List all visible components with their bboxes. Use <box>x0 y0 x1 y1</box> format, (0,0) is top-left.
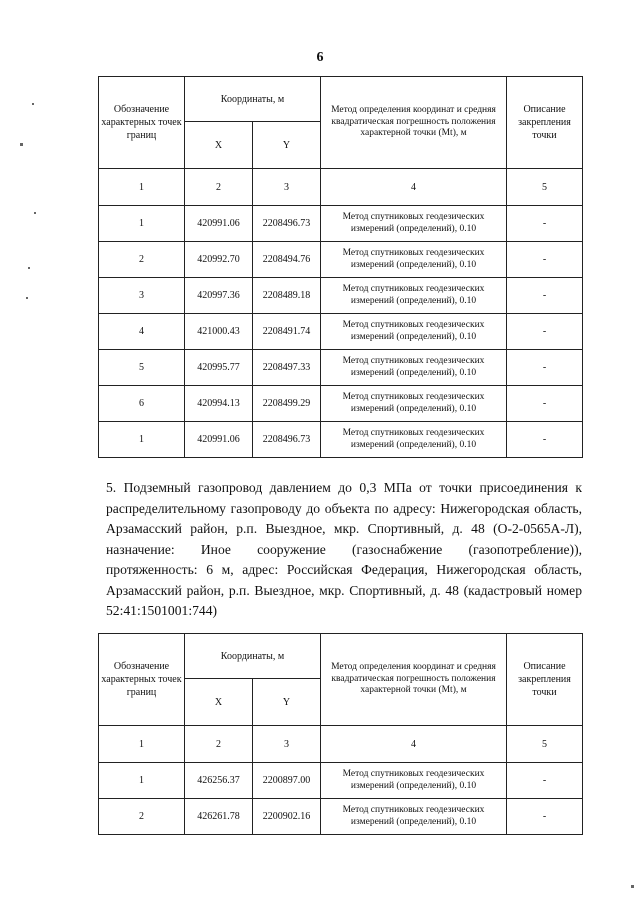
coordinates-table-2 <box>98 633 583 835</box>
table-row <box>99 278 583 314</box>
x-cell: 426261.78 <box>185 799 253 835</box>
x-cell: 420991.06 <box>185 206 253 242</box>
y-cell: 2208489.18 <box>253 278 321 314</box>
y-cell: 2208496.73 <box>253 206 321 242</box>
column-number: 5 <box>507 726 583 763</box>
scan-mark <box>631 885 634 888</box>
scan-mark <box>26 297 28 299</box>
table-row <box>99 350 583 386</box>
method-cell: Метод спутниковых геодезических измерений (определений), 0.10 <box>321 278 507 314</box>
y-cell: 2208499.29 <box>253 386 321 422</box>
scan-mark <box>28 267 30 269</box>
table-column-numbers-row <box>99 169 583 206</box>
method-cell: Метод спутниковых геодезических измерений (определений), 0.10 <box>321 350 507 386</box>
coordinates-table-1 <box>98 76 583 458</box>
method-cell: Метод спутниковых геодезических измерений (определений), 0.10 <box>321 799 507 835</box>
table-row <box>99 314 583 350</box>
table-row <box>99 242 583 278</box>
header-method: Метод определения координат и средняя квадратическая погрешность положения характерной точки (Mt), м <box>321 77 507 169</box>
page-number: 6 <box>316 50 324 65</box>
table-column-numbers-row <box>99 726 583 763</box>
point-cell: 5 <box>99 350 185 386</box>
column-number: 2 <box>185 169 253 206</box>
table-header-row <box>99 77 583 122</box>
description-cell: - <box>507 350 583 386</box>
point-cell: 6 <box>99 386 185 422</box>
x-cell: 420997.36 <box>185 278 253 314</box>
table-row <box>99 422 583 458</box>
column-number: 1 <box>99 169 185 206</box>
header-method: Метод определения координат и средняя квадратическая погрешность положения характерной точки (Mt), м <box>321 634 507 726</box>
column-number: 3 <box>253 169 321 206</box>
table-row <box>99 763 583 799</box>
column-number: 3 <box>253 726 321 763</box>
header-description: Описание закрепления точки <box>507 634 583 726</box>
description-cell: - <box>507 799 583 835</box>
description-cell: - <box>507 206 583 242</box>
method-cell: Метод спутниковых геодезических измерений (определений), 0.10 <box>321 242 507 278</box>
method-cell: Метод спутниковых геодезических измерений (определений), 0.10 <box>321 422 507 458</box>
column-number: 2 <box>185 726 253 763</box>
x-cell: 420991.06 <box>185 422 253 458</box>
x-cell: 421000.43 <box>185 314 253 350</box>
point-cell: 1 <box>99 422 185 458</box>
header-designation: Обозначение характерных точек границ <box>99 634 185 726</box>
table-row <box>99 386 583 422</box>
method-cell: Метод спутниковых геодезических измерений (определений), 0.10 <box>321 206 507 242</box>
header-y: Y <box>253 679 321 726</box>
description-cell: - <box>507 422 583 458</box>
header-designation: Обозначение характерных точек границ <box>99 77 185 169</box>
y-cell: 2208494.76 <box>253 242 321 278</box>
method-cell: Метод спутниковых геодезических измерений (определений), 0.10 <box>321 314 507 350</box>
table-row <box>99 799 583 835</box>
header-description: Описание закрепления точки <box>507 77 583 169</box>
point-cell: 3 <box>99 278 185 314</box>
column-number: 1 <box>99 726 185 763</box>
column-number: 4 <box>321 169 507 206</box>
y-cell: 2208497.33 <box>253 350 321 386</box>
description-cell: - <box>507 763 583 799</box>
header-coordinates: Координаты, м <box>185 77 321 122</box>
method-cell: Метод спутниковых геодезических измерений (определений), 0.10 <box>321 763 507 799</box>
description-cell: - <box>507 314 583 350</box>
x-cell: 420995.77 <box>185 350 253 386</box>
description-cell: - <box>507 386 583 422</box>
header-x: X <box>185 122 253 169</box>
point-cell: 2 <box>99 242 185 278</box>
point-cell: 1 <box>99 206 185 242</box>
method-cell: Метод спутниковых геодезических измерений (определений), 0.10 <box>321 386 507 422</box>
x-cell: 426256.37 <box>185 763 253 799</box>
header-y: Y <box>253 122 321 169</box>
y-cell: 2208496.73 <box>253 422 321 458</box>
x-cell: 420992.70 <box>185 242 253 278</box>
y-cell: 2200902.16 <box>253 799 321 835</box>
point-cell: 2 <box>99 799 185 835</box>
scan-mark <box>34 212 36 214</box>
table-header-row <box>99 634 583 679</box>
header-x: X <box>185 679 253 726</box>
scan-mark <box>32 103 34 105</box>
point-cell: 4 <box>99 314 185 350</box>
object-description-paragraph: 5. Подземный газопровод давлением до 0,3 МПа от точки присоединения к распределительному газопроводу до объекта по адресу: Нижегородская область, Арзамасский район, р.п. Выездное, мкр. Спортивный, д. 48 (О-2-0565А-Л), назначение: Иное сооружение (газоснабжение (газопотребление)), протяженность: 6 м, адрес: Российская Федерация, Нижегородская область, Арзамасский район, р.п. Выездное, мкр. Спортивный, д. 48 (кадастровый номер 52:41:1501001:744) <box>106 480 582 618</box>
table-row <box>99 206 583 242</box>
point-cell: 1 <box>99 763 185 799</box>
column-number: 5 <box>507 169 583 206</box>
y-cell: 2200897.00 <box>253 763 321 799</box>
column-number: 4 <box>321 726 507 763</box>
description-cell: - <box>507 242 583 278</box>
x-cell: 420994.13 <box>185 386 253 422</box>
header-coordinates: Координаты, м <box>185 634 321 679</box>
y-cell: 2208491.74 <box>253 314 321 350</box>
scan-mark <box>20 143 23 146</box>
description-cell: - <box>507 278 583 314</box>
